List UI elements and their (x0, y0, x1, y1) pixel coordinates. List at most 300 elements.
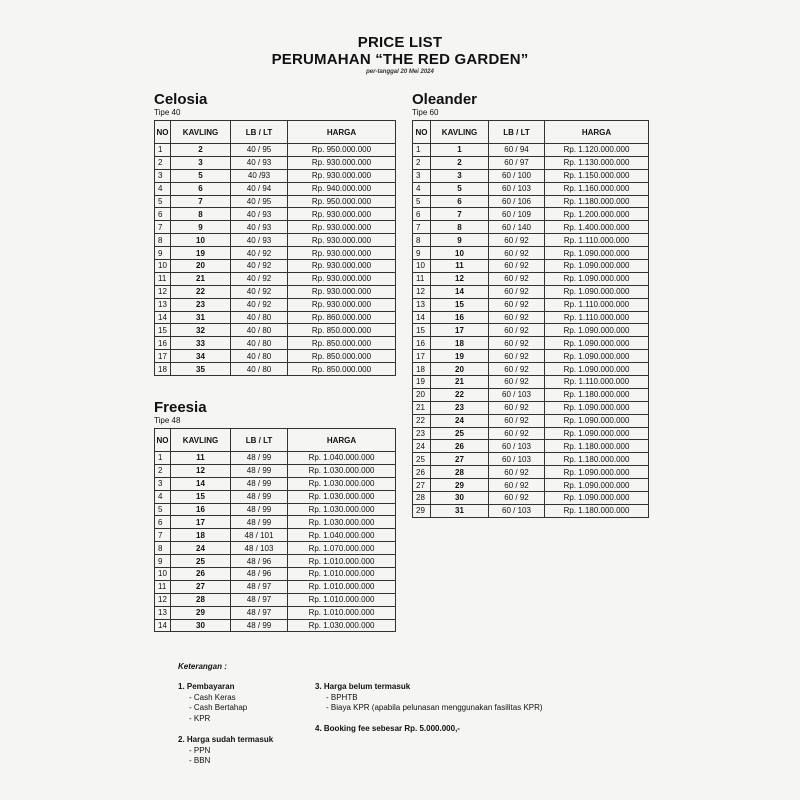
cell-no: 25 (413, 453, 431, 466)
table-row (155, 208, 396, 221)
cell-lb-lt: 60 / 92 (489, 298, 545, 311)
table-row (413, 182, 649, 195)
table-row (413, 388, 649, 401)
cell-no: 2 (155, 464, 171, 477)
cell-no: 5 (155, 503, 171, 516)
cell-no: 26 (413, 466, 431, 479)
cell-lb-lt: 60 / 92 (489, 363, 545, 376)
cell-no: 10 (413, 260, 431, 273)
table-row (413, 324, 649, 337)
header-harga: HARGA (288, 429, 396, 452)
cell-no: 27 (413, 479, 431, 492)
cell-harga: Rp. 1.090.000.000 (545, 479, 649, 492)
cell-lb-lt: 40 / 95 (231, 195, 288, 208)
table-row (155, 464, 396, 477)
header-kavling: KAVLING (171, 429, 231, 452)
cell-no: 1 (413, 144, 431, 157)
cell-lb-lt: 60 / 100 (489, 169, 545, 182)
cell-kavling: 12 (171, 464, 231, 477)
price-date: per-tanggal 20 Mei 2024 (366, 69, 434, 75)
cell-kavling: 25 (431, 427, 489, 440)
table-row (155, 619, 396, 632)
cell-harga: Rp. 950.000.000 (288, 195, 396, 208)
cell-no: 8 (155, 234, 171, 247)
header-harga: HARGA (288, 121, 396, 144)
table-row (413, 479, 649, 492)
header-no: NO (413, 121, 431, 144)
cell-harga: Rp. 1.040.000.000 (288, 529, 396, 542)
cell-harga: Rp. 1.180.000.000 (545, 388, 649, 401)
cell-no: 1 (155, 144, 171, 157)
cell-no: 7 (155, 529, 171, 542)
cell-lb-lt: 60 / 106 (489, 195, 545, 208)
section-title: Freesia (154, 399, 207, 416)
cell-harga: Rp. 930.000.000 (288, 247, 396, 260)
cell-lb-lt: 48 / 99 (231, 503, 288, 516)
cell-no: 3 (413, 169, 431, 182)
note-item: - BPHTB (326, 692, 358, 702)
cell-lb-lt: 60 / 92 (489, 479, 545, 492)
cell-no: 7 (155, 221, 171, 234)
cell-harga: Rp. 1.180.000.000 (545, 440, 649, 453)
note-item: - Cash Keras (189, 692, 236, 702)
table-row (413, 427, 649, 440)
cell-no: 14 (155, 311, 171, 324)
cell-harga: Rp. 1.090.000.000 (545, 272, 649, 285)
cell-lb-lt: 40 / 95 (231, 144, 288, 157)
cell-kavling: 26 (431, 440, 489, 453)
cell-lb-lt: 40 /93 (231, 169, 288, 182)
table-row (155, 234, 396, 247)
cell-no: 10 (155, 260, 171, 273)
cell-lb-lt: 60 / 97 (489, 156, 545, 169)
table-row (155, 144, 396, 157)
cell-lb-lt: 60 / 92 (489, 324, 545, 337)
cell-harga: Rp. 1.090.000.000 (545, 350, 649, 363)
header-no: NO (155, 429, 171, 452)
cell-no: 21 (413, 401, 431, 414)
cell-harga: Rp. 1.090.000.000 (545, 285, 649, 298)
cell-lb-lt: 40 / 93 (231, 221, 288, 234)
cell-lb-lt: 40 / 93 (231, 208, 288, 221)
cell-kavling: 17 (171, 516, 231, 529)
cell-harga: Rp. 1.180.000.000 (545, 504, 649, 517)
cell-kavling: 21 (431, 376, 489, 389)
table-row (413, 453, 649, 466)
cell-harga: Rp. 1.090.000.000 (545, 363, 649, 376)
table-row (413, 272, 649, 285)
cell-no: 2 (413, 156, 431, 169)
cell-harga: Rp. 1.090.000.000 (545, 337, 649, 350)
cell-no: 17 (155, 350, 171, 363)
cell-harga: Rp. 930.000.000 (288, 298, 396, 311)
price-table-celosia (154, 120, 396, 376)
cell-harga: Rp. 1.110.000.000 (545, 298, 649, 311)
cell-lb-lt: 48 / 101 (231, 529, 288, 542)
cell-harga: Rp. 1.090.000.000 (545, 401, 649, 414)
header-no: NO (155, 121, 171, 144)
cell-lb-lt: 60 / 92 (489, 350, 545, 363)
cell-no: 13 (413, 298, 431, 311)
cell-no: 3 (155, 477, 171, 490)
table-row (413, 208, 649, 221)
cell-harga: Rp. 1.090.000.000 (545, 414, 649, 427)
table-row (155, 169, 396, 182)
table-row (155, 311, 396, 324)
header-kavling: KAVLING (431, 121, 489, 144)
page-title: PRICE LIST (357, 34, 443, 51)
cell-kavling: 14 (431, 285, 489, 298)
cell-kavling: 19 (431, 350, 489, 363)
cell-lb-lt: 40 / 80 (231, 363, 288, 376)
cell-lb-lt: 60 / 103 (489, 453, 545, 466)
cell-lb-lt: 40 / 80 (231, 337, 288, 350)
table-row (155, 516, 396, 529)
freesia-section (154, 400, 396, 632)
cell-harga: Rp. 1.180.000.000 (545, 195, 649, 208)
table-row (155, 337, 396, 350)
cell-kavling: 18 (431, 337, 489, 350)
cell-lb-lt: 60 / 92 (489, 260, 545, 273)
cell-kavling: 6 (171, 182, 231, 195)
cell-kavling: 10 (171, 234, 231, 247)
cell-no: 20 (413, 388, 431, 401)
cell-lb-lt: 60 / 103 (489, 440, 545, 453)
section-title: Oleander (412, 91, 478, 108)
table-row (155, 490, 396, 503)
table-row (155, 503, 396, 516)
cell-harga: Rp. 1.030.000.000 (288, 503, 396, 516)
cell-harga: Rp. 850.000.000 (288, 337, 396, 350)
cell-kavling: 5 (431, 182, 489, 195)
cell-lb-lt: 60 / 92 (489, 247, 545, 260)
section-type: Tipe 40 (154, 108, 181, 117)
note-included (178, 735, 273, 767)
cell-kavling: 9 (171, 221, 231, 234)
cell-lb-lt: 48 / 99 (231, 619, 288, 632)
table-header-row (155, 429, 396, 452)
cell-lb-lt: 48 / 99 (231, 490, 288, 503)
table-row (155, 580, 396, 593)
cell-lb-lt: 48 / 97 (231, 580, 288, 593)
cell-no: 12 (155, 285, 171, 298)
table-row (413, 350, 649, 363)
price-table-freesia (154, 428, 396, 632)
cell-kavling: 32 (171, 324, 231, 337)
cell-harga: Rp. 930.000.000 (288, 221, 396, 234)
cell-kavling: 34 (171, 350, 231, 363)
table-row (155, 260, 396, 273)
table-row (413, 234, 649, 247)
cell-kavling: 1 (431, 144, 489, 157)
cell-lb-lt: 60 / 92 (489, 272, 545, 285)
table-row (155, 477, 396, 490)
section-type: Tipe 60 (412, 108, 439, 117)
cell-kavling: 10 (431, 247, 489, 260)
cell-kavling: 35 (171, 363, 231, 376)
cell-harga: Rp. 1.180.000.000 (545, 453, 649, 466)
table-row (413, 260, 649, 273)
cell-no: 8 (155, 542, 171, 555)
table-row (413, 504, 649, 517)
table-row (155, 555, 396, 568)
note-title: 3. Harga belum termasuk (315, 682, 411, 691)
cell-harga: Rp. 1.070.000.000 (288, 542, 396, 555)
cell-kavling: 27 (171, 580, 231, 593)
cell-kavling: 28 (171, 593, 231, 606)
cell-lb-lt: 40 / 80 (231, 350, 288, 363)
notes-heading: Keterangan : (178, 662, 227, 671)
cell-lb-lt: 40 / 92 (231, 260, 288, 273)
cell-harga: Rp. 930.000.000 (288, 272, 396, 285)
cell-lb-lt: 48 / 99 (231, 516, 288, 529)
cell-no: 6 (155, 516, 171, 529)
table-row (155, 593, 396, 606)
cell-lb-lt: 40 / 92 (231, 298, 288, 311)
cell-kavling: 25 (171, 555, 231, 568)
cell-lb-lt: 48 / 99 (231, 452, 288, 465)
cell-lb-lt: 48 / 103 (231, 542, 288, 555)
cell-harga: Rp. 930.000.000 (288, 156, 396, 169)
cell-kavling: 20 (171, 260, 231, 273)
table-row (155, 156, 396, 169)
cell-lb-lt: 40 / 80 (231, 311, 288, 324)
note-item: - Biaya KPR (apabila pelunasan menggunakan fasilitas KPR) (326, 703, 543, 712)
cell-harga: Rp. 1.090.000.000 (545, 427, 649, 440)
cell-lb-lt: 60 / 140 (489, 221, 545, 234)
cell-kavling: 5 (171, 169, 231, 182)
cell-harga: Rp. 1.030.000.000 (288, 490, 396, 503)
table-row (155, 363, 396, 376)
cell-lb-lt: 48 / 97 (231, 593, 288, 606)
cell-harga: Rp. 930.000.000 (288, 285, 396, 298)
cell-lb-lt: 40 / 93 (231, 234, 288, 247)
cell-kavling: 9 (431, 234, 489, 247)
cell-kavling: 28 (431, 466, 489, 479)
note-item: - PPN (189, 745, 211, 755)
cell-kavling: 31 (431, 504, 489, 517)
cell-harga: Rp. 1.010.000.000 (288, 580, 396, 593)
cell-kavling: 11 (171, 452, 231, 465)
cell-no: 5 (155, 195, 171, 208)
cell-kavling: 15 (431, 298, 489, 311)
cell-kavling: 12 (431, 272, 489, 285)
cell-kavling: 2 (431, 156, 489, 169)
cell-harga: Rp. 1.030.000.000 (288, 619, 396, 632)
table-row (155, 324, 396, 337)
cell-kavling: 29 (171, 606, 231, 619)
cell-harga: Rp. 1.090.000.000 (545, 492, 649, 505)
cell-harga: Rp. 1.150.000.000 (545, 169, 649, 182)
cell-kavling: 29 (431, 479, 489, 492)
cell-no: 8 (413, 234, 431, 247)
cell-kavling: 30 (431, 492, 489, 505)
table-row (155, 568, 396, 581)
cell-kavling: 20 (431, 363, 489, 376)
cell-lb-lt: 40 / 94 (231, 182, 288, 195)
cell-no: 7 (413, 221, 431, 234)
cell-harga: Rp. 940.000.000 (288, 182, 396, 195)
cell-harga: Rp. 1.120.000.000 (545, 144, 649, 157)
cell-no: 19 (413, 376, 431, 389)
cell-no: 13 (155, 298, 171, 311)
table-row (413, 414, 649, 427)
cell-lb-lt: 60 / 92 (489, 492, 545, 505)
cell-harga: Rp. 950.000.000 (288, 144, 396, 157)
cell-kavling: 22 (431, 388, 489, 401)
note-item: - Cash Bertahap (189, 703, 248, 712)
cell-lb-lt: 40 / 92 (231, 247, 288, 260)
cell-kavling: 11 (431, 260, 489, 273)
header-lb-lt: LB / LT (231, 121, 288, 144)
cell-no: 9 (155, 555, 171, 568)
cell-no: 11 (155, 580, 171, 593)
table-row (413, 363, 649, 376)
table-row (155, 182, 396, 195)
table-row (155, 221, 396, 234)
cell-no: 14 (413, 311, 431, 324)
cell-kavling: 23 (431, 401, 489, 414)
cell-no: 3 (155, 169, 171, 182)
cell-kavling: 24 (431, 414, 489, 427)
cell-kavling: 27 (431, 453, 489, 466)
cell-harga: Rp. 1.030.000.000 (288, 464, 396, 477)
header-lb-lt: LB / LT (231, 429, 288, 452)
cell-harga: Rp. 1.110.000.000 (545, 234, 649, 247)
cell-lb-lt: 60 / 103 (489, 388, 545, 401)
cell-lb-lt: 60 / 92 (489, 401, 545, 414)
cell-no: 4 (155, 490, 171, 503)
cell-kavling: 17 (431, 324, 489, 337)
cell-kavling: 3 (171, 156, 231, 169)
table-row (155, 285, 396, 298)
cell-harga: Rp. 1.010.000.000 (288, 606, 396, 619)
cell-no: 22 (413, 414, 431, 427)
table-row (413, 492, 649, 505)
cell-lb-lt: 60 / 92 (489, 376, 545, 389)
header-kavling: KAVLING (171, 121, 231, 144)
cell-lb-lt: 60 / 103 (489, 504, 545, 517)
cell-kavling: 21 (171, 272, 231, 285)
cell-kavling: 22 (171, 285, 231, 298)
table-row (413, 311, 649, 324)
cell-no: 6 (413, 208, 431, 221)
cell-kavling: 19 (171, 247, 231, 260)
cell-lb-lt: 60 / 92 (489, 337, 545, 350)
cell-lb-lt: 60 / 94 (489, 144, 545, 157)
table-row (155, 350, 396, 363)
cell-lb-lt: 40 / 92 (231, 272, 288, 285)
cell-lb-lt: 40 / 92 (231, 285, 288, 298)
cell-harga: Rp. 1.130.000.000 (545, 156, 649, 169)
cell-lb-lt: 48 / 97 (231, 606, 288, 619)
table-row (155, 606, 396, 619)
table-header-row (413, 121, 649, 144)
cell-lb-lt: 60 / 92 (489, 311, 545, 324)
page-subtitle: PERUMAHAN “THE RED GARDEN” (271, 51, 529, 68)
cell-lb-lt: 48 / 96 (231, 555, 288, 568)
cell-lb-lt: 60 / 92 (489, 285, 545, 298)
cell-harga: Rp. 1.010.000.000 (288, 593, 396, 606)
table-row (155, 272, 396, 285)
table-row (413, 285, 649, 298)
table-row (413, 144, 649, 157)
cell-harga: Rp. 1.110.000.000 (545, 376, 649, 389)
cell-lb-lt: 48 / 96 (231, 568, 288, 581)
table-row (413, 440, 649, 453)
cell-kavling: 18 (171, 529, 231, 542)
cell-no: 11 (413, 272, 431, 285)
cell-no: 28 (413, 492, 431, 505)
cell-lb-lt: 48 / 99 (231, 477, 288, 490)
cell-lb-lt: 60 / 92 (489, 234, 545, 247)
cell-kavling: 2 (171, 144, 231, 157)
cell-no: 18 (155, 363, 171, 376)
cell-no: 29 (413, 504, 431, 517)
cell-no: 5 (413, 195, 431, 208)
cell-no: 11 (155, 272, 171, 285)
cell-harga: Rp. 850.000.000 (288, 350, 396, 363)
cell-kavling: 33 (171, 337, 231, 350)
cell-no: 12 (155, 593, 171, 606)
section-title: Celosia (154, 91, 208, 108)
cell-harga: Rp. 1.400.000.000 (545, 221, 649, 234)
cell-kavling: 7 (431, 208, 489, 221)
cell-lb-lt: 60 / 103 (489, 182, 545, 195)
cell-kavling: 16 (431, 311, 489, 324)
cell-harga: Rp. 1.160.000.000 (545, 182, 649, 195)
header-harga: HARGA (545, 121, 649, 144)
oleander-section (412, 92, 649, 518)
cell-harga: Rp. 850.000.000 (288, 363, 396, 376)
note-item: - KPR (189, 713, 211, 723)
cell-harga: Rp. 1.040.000.000 (288, 452, 396, 465)
table-row (413, 466, 649, 479)
cell-lb-lt: 48 / 99 (231, 464, 288, 477)
table-row (413, 401, 649, 414)
cell-harga: Rp. 1.090.000.000 (545, 324, 649, 337)
cell-harga: Rp. 1.090.000.000 (545, 466, 649, 479)
section-type: Tipe 48 (154, 416, 181, 425)
cell-harga: Rp. 930.000.000 (288, 260, 396, 273)
table-row (413, 376, 649, 389)
cell-harga: Rp. 1.110.000.000 (545, 311, 649, 324)
cell-kavling: 3 (431, 169, 489, 182)
cell-lb-lt: 60 / 92 (489, 427, 545, 440)
note-title: 2. Harga sudah termasuk (178, 735, 274, 744)
table-row (413, 247, 649, 260)
cell-kavling: 26 (171, 568, 231, 581)
cell-kavling: 8 (431, 221, 489, 234)
cell-no: 16 (155, 337, 171, 350)
cell-lb-lt: 60 / 92 (489, 466, 545, 479)
cell-harga: Rp. 930.000.000 (288, 208, 396, 221)
cell-no: 24 (413, 440, 431, 453)
table-row (413, 221, 649, 234)
cell-kavling: 24 (171, 542, 231, 555)
cell-no: 15 (155, 324, 171, 337)
cell-kavling: 8 (171, 208, 231, 221)
table-row (413, 298, 649, 311)
cell-kavling: 31 (171, 311, 231, 324)
cell-harga: Rp. 1.200.000.000 (545, 208, 649, 221)
cell-harga: Rp. 1.030.000.000 (288, 516, 396, 529)
cell-harga: Rp. 1.010.000.000 (288, 555, 396, 568)
cell-kavling: 23 (171, 298, 231, 311)
table-row (413, 337, 649, 350)
cell-lb-lt: 40 / 93 (231, 156, 288, 169)
cell-kavling: 30 (171, 619, 231, 632)
